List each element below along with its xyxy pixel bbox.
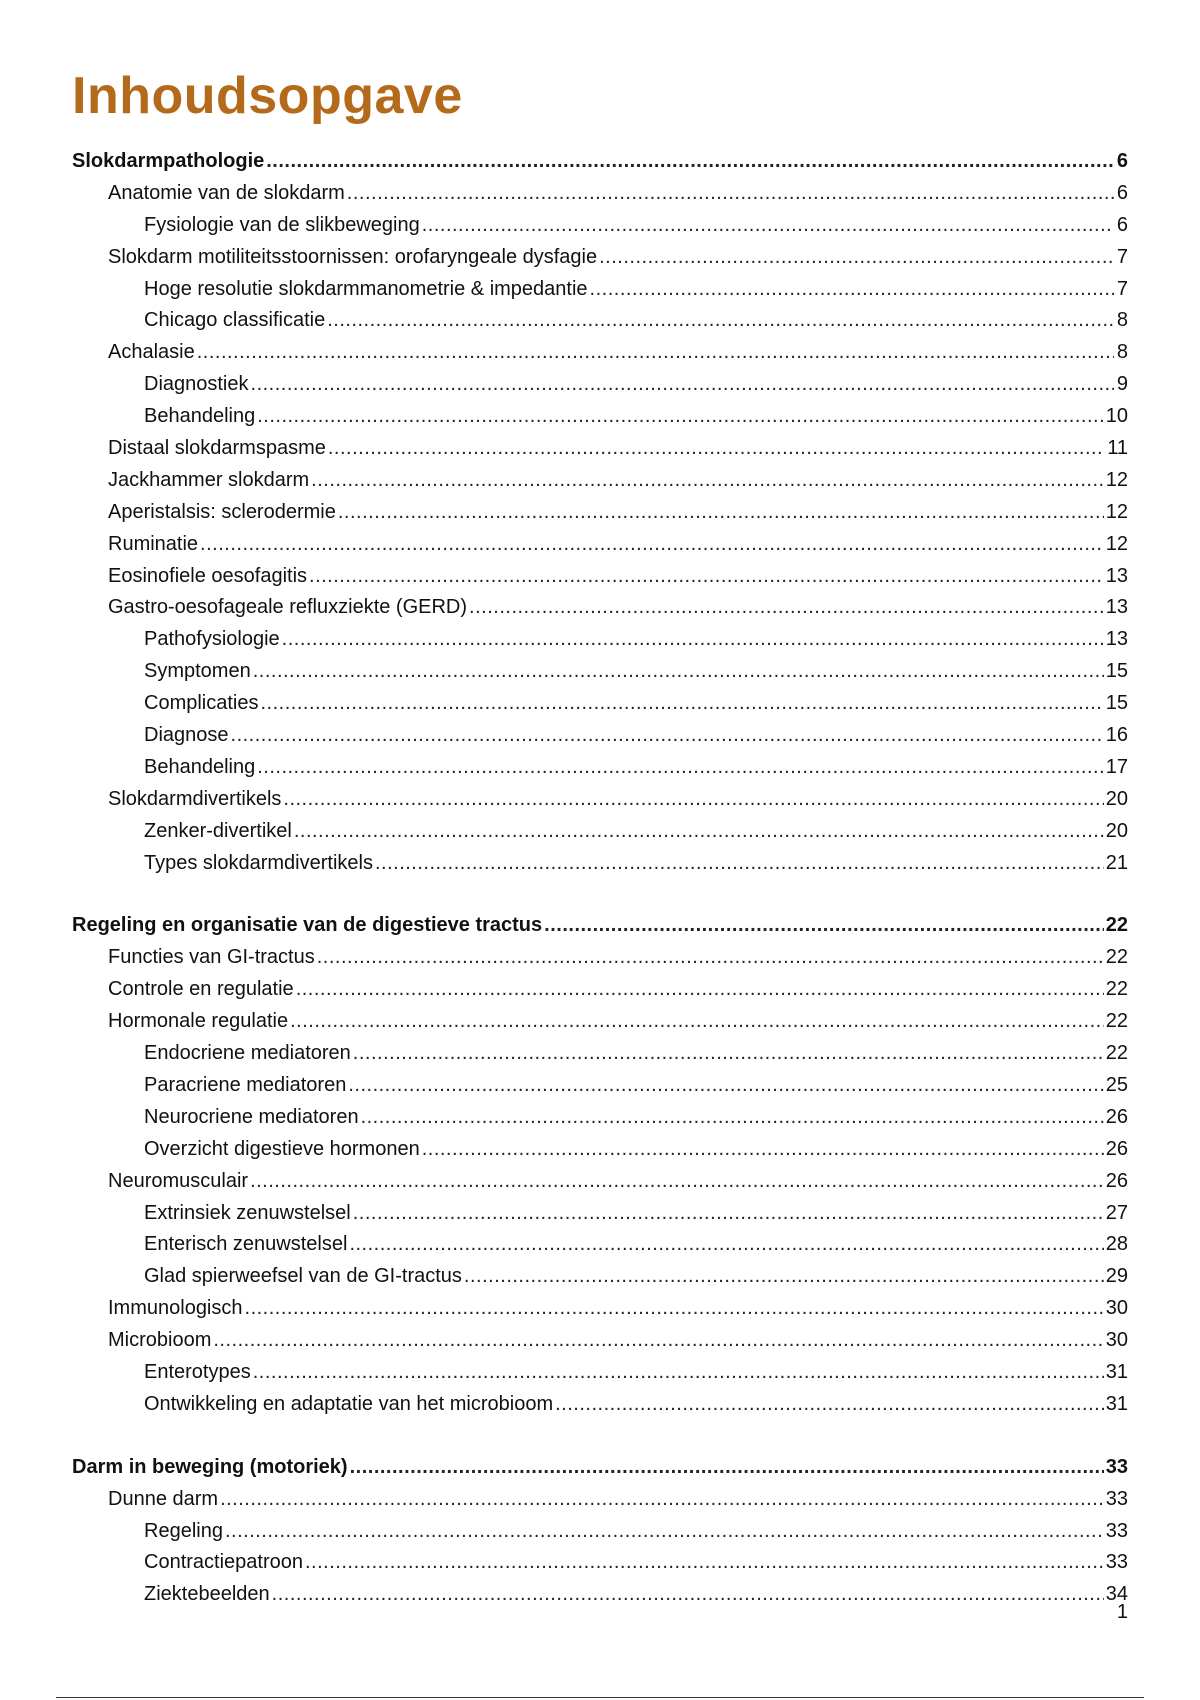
toc-entry[interactable] — [72, 1038, 1128, 1070]
dot-leader — [599, 242, 1114, 274]
toc-entry-label: Eosinofiele oesofagitis — [108, 564, 308, 587]
toc-entry-page-number: 30 — [1105, 1297, 1128, 1320]
toc-entry[interactable] — [72, 369, 1128, 401]
toc-entry-page-number: 7 — [1116, 245, 1128, 268]
toc-entry-label: Anatomie van de slokdarm — [108, 181, 345, 204]
toc-entry-label: Regeling — [144, 1519, 223, 1542]
toc-entry-page-number: 33 — [1105, 1551, 1128, 1574]
toc-entry[interactable] — [72, 1389, 1128, 1421]
dot-leader — [338, 497, 1104, 529]
dot-leader — [253, 656, 1104, 688]
toc-entry[interactable] — [72, 1134, 1128, 1166]
toc-entry-label: Glad spierweefsel van de GI-tractus — [144, 1265, 462, 1288]
toc-entry-page-number: 11 — [1107, 437, 1128, 460]
dot-leader — [353, 1198, 1104, 1230]
toc-entry-label: Enterisch zenuwstelsel — [144, 1233, 348, 1256]
toc-entry-label: Dunne darm — [108, 1487, 219, 1510]
toc-entry-label: Ziektebeelden — [144, 1583, 270, 1606]
toc-entry[interactable] — [72, 337, 1128, 369]
toc-entry[interactable] — [72, 848, 1128, 880]
toc-entry[interactable] — [72, 274, 1128, 306]
toc-entry[interactable] — [72, 1198, 1128, 1230]
dot-leader — [353, 1038, 1104, 1070]
toc-entry-page-number: 10 — [1105, 405, 1128, 428]
dot-leader — [422, 1134, 1104, 1166]
toc-entry-label: Contractiepatroon — [144, 1551, 303, 1574]
dot-leader — [555, 1389, 1104, 1421]
dot-leader — [544, 910, 1104, 942]
toc-entry-label: Slokdarm motiliteitsstoornissen: orofaryngeale dysfagie — [108, 245, 598, 268]
toc-entry[interactable] — [72, 1006, 1128, 1038]
toc-entry-page-number: 17 — [1105, 755, 1128, 778]
toc-entry[interactable] — [72, 1547, 1128, 1579]
toc-entry[interactable] — [72, 1325, 1128, 1357]
toc-entry[interactable] — [72, 1484, 1128, 1516]
dot-leader — [375, 848, 1104, 880]
dot-leader — [469, 592, 1104, 624]
toc-entry-label: Symptomen — [144, 660, 251, 683]
dot-leader — [272, 1579, 1104, 1611]
toc-entry[interactable] — [72, 497, 1128, 529]
dot-leader — [305, 1547, 1104, 1579]
dot-leader — [361, 1102, 1104, 1134]
toc-entry-page-number: 9 — [1116, 373, 1128, 396]
toc-entry[interactable] — [72, 401, 1128, 433]
dot-leader — [250, 1166, 1104, 1198]
toc-entry-page-number: 33 — [1105, 1455, 1128, 1478]
toc-entry-label: Slokdarmpathologie — [72, 150, 265, 172]
dot-leader — [282, 624, 1104, 656]
toc-entry-page-number: 26 — [1105, 1105, 1128, 1128]
toc-entry-label: Neurocriene mediatoren — [144, 1105, 359, 1128]
dot-leader — [257, 752, 1104, 784]
toc-entry-page-number: 25 — [1105, 1073, 1128, 1096]
toc-entry-page-number: 13 — [1105, 596, 1128, 619]
toc-entry-label: Functies van GI-tractus — [108, 946, 315, 969]
toc-entry[interactable] — [72, 1579, 1128, 1611]
toc-entry[interactable] — [72, 305, 1128, 337]
toc-entry-label: Overzicht digestieve hormonen — [144, 1137, 420, 1160]
toc-entry-label: Behandeling — [144, 755, 256, 778]
dot-leader — [348, 1070, 1103, 1102]
toc-entry-label: Types slokdarmdivertikels — [144, 851, 373, 874]
toc-entry-page-number: 12 — [1105, 500, 1128, 523]
toc-entry[interactable] — [72, 752, 1128, 784]
dot-leader — [590, 274, 1114, 306]
toc-entry-page-number: 20 — [1105, 787, 1128, 810]
toc-entry-page-number: 6 — [1116, 213, 1128, 236]
toc-entry[interactable] — [72, 433, 1128, 465]
toc-entry-label: Darm in beweging (motoriek) — [72, 1455, 348, 1478]
toc-entry[interactable] — [72, 529, 1128, 561]
dot-leader — [260, 688, 1103, 720]
toc-entry[interactable] — [72, 624, 1128, 656]
toc-entry-label: Complicaties — [144, 692, 259, 715]
toc-entry[interactable] — [72, 688, 1128, 720]
table-of-contents — [72, 146, 1128, 1611]
toc-section — [72, 1452, 1128, 1611]
toc-entry-page-number: 28 — [1105, 1233, 1128, 1256]
toc-entry-label: Aperistalsis: sclerodermie — [108, 500, 336, 523]
dot-leader — [349, 1229, 1103, 1261]
dot-leader — [245, 1293, 1104, 1325]
toc-entry-label: Neuromusculair — [108, 1169, 249, 1192]
dot-leader — [347, 178, 1114, 210]
toc-entry[interactable] — [72, 974, 1128, 1006]
toc-entry-page-number: 7 — [1116, 277, 1128, 300]
toc-entry-label: Zenker-divertikel — [144, 819, 292, 842]
toc-entry-label: Pathofysiologie — [144, 628, 280, 651]
toc-entry-page-number: 8 — [1116, 341, 1128, 364]
toc-entry-page-number: 21 — [1105, 851, 1128, 874]
dot-leader — [327, 305, 1114, 337]
dot-leader — [220, 1484, 1104, 1516]
toc-entry[interactable] — [72, 561, 1128, 593]
dot-leader — [231, 720, 1104, 752]
toc-entry-label: Endocriene mediatoren — [144, 1042, 351, 1065]
page-title: Inhoudsopgave — [72, 67, 463, 125]
toc-entry-page-number: 22 — [1105, 1042, 1128, 1065]
toc-entry-page-number: 27 — [1105, 1201, 1128, 1224]
toc-entry-page-number: 22 — [1105, 1010, 1128, 1033]
toc-entry[interactable] — [72, 720, 1128, 752]
toc-entry-page-number: 22 — [1105, 946, 1128, 969]
dot-leader — [422, 210, 1114, 242]
toc-entry[interactable] — [72, 1293, 1128, 1325]
dot-leader — [464, 1261, 1104, 1293]
dot-leader — [296, 974, 1104, 1006]
toc-section — [72, 146, 1128, 879]
toc-entry-label: Ontwikkeling en adaptatie van het microbioom — [144, 1392, 554, 1415]
toc-entry[interactable] — [72, 592, 1128, 624]
toc-entry-label: Controle en regulatie — [108, 978, 294, 1001]
dot-leader — [283, 784, 1103, 816]
dot-leader — [225, 1516, 1104, 1548]
dot-leader — [200, 529, 1104, 561]
toc-entry[interactable] — [72, 1166, 1128, 1198]
dot-leader — [253, 1357, 1104, 1389]
toc-entry-page-number: 31 — [1105, 1392, 1128, 1415]
toc-entry[interactable] — [72, 1070, 1128, 1102]
toc-entry-page-number: 22 — [1105, 914, 1128, 937]
toc-entry-label: Paracriene mediatoren — [144, 1073, 347, 1096]
toc-entry-label: Immunologisch — [108, 1297, 243, 1320]
toc-entry-page-number: 26 — [1105, 1169, 1128, 1192]
toc-entry-page-number: 30 — [1105, 1329, 1128, 1352]
toc-chapter-entry[interactable] — [72, 1452, 1128, 1484]
toc-entry-label: Gastro-oesofageale refluxziekte (GERD) — [108, 596, 468, 619]
toc-entry-label: Behandeling — [144, 405, 256, 428]
toc-entry-page-number: 29 — [1105, 1265, 1128, 1288]
dot-leader — [309, 561, 1104, 593]
toc-section — [72, 910, 1128, 1420]
toc-entry-label: Slokdarmdivertikels — [108, 787, 282, 810]
toc-entry-page-number: 12 — [1105, 468, 1128, 491]
dot-leader — [294, 816, 1104, 848]
toc-chapter-entry[interactable] — [72, 910, 1128, 942]
dot-leader — [251, 369, 1114, 401]
toc-entry[interactable] — [72, 210, 1128, 242]
toc-entry[interactable] — [72, 1102, 1128, 1134]
toc-entry[interactable] — [72, 242, 1128, 274]
toc-entry[interactable] — [72, 1229, 1128, 1261]
toc-entry-label: Hoge resolutie slokdarmmanometrie & impedantie — [144, 277, 588, 300]
toc-entry[interactable] — [72, 465, 1128, 497]
toc-entry-label: Diagnostiek — [144, 373, 249, 396]
toc-entry-label: Diagnose — [144, 724, 229, 747]
dot-leader — [350, 1452, 1104, 1484]
toc-chapter-entry[interactable] — [72, 146, 1128, 178]
toc-entry-page-number: 8 — [1116, 309, 1128, 332]
toc-entry-page-number: 33 — [1105, 1519, 1128, 1542]
dot-leader — [317, 942, 1104, 974]
toc-entry[interactable] — [72, 1516, 1128, 1548]
toc-entry-page-number: 26 — [1105, 1137, 1128, 1160]
toc-entry-label: Regeling en organisatie van de digestieve tractus — [72, 914, 543, 937]
toc-entry-label: Ruminatie — [108, 532, 199, 555]
toc-entry[interactable] — [72, 1357, 1128, 1389]
toc-entry-label: Fysiologie van de slikbeweging — [144, 213, 420, 236]
dot-leader — [257, 401, 1104, 433]
toc-entry-page-number: 33 — [1105, 1487, 1128, 1510]
toc-entry-page-number: 12 — [1105, 532, 1128, 555]
toc-entry-page-number: 6 — [1116, 181, 1128, 204]
toc-entry-page-number: 16 — [1105, 724, 1128, 747]
toc-entry-label: Chicago classificatie — [144, 309, 326, 332]
toc-entry-page-number: 6 — [1116, 150, 1128, 172]
toc-entry-page-number: 13 — [1105, 564, 1128, 587]
dot-leader — [213, 1325, 1103, 1357]
dot-leader — [266, 146, 1114, 178]
toc-entry-page-number: 34 — [1105, 1583, 1128, 1606]
toc-entry-page-number: 15 — [1105, 660, 1128, 683]
dot-leader — [197, 337, 1114, 369]
toc-entry-page-number: 22 — [1105, 978, 1128, 1001]
toc-entry-label: Jackhammer slokdarm — [108, 468, 310, 491]
dot-leader — [311, 465, 1104, 497]
toc-entry-page-number: 13 — [1105, 628, 1128, 651]
toc-entry-page-number: 31 — [1105, 1360, 1128, 1383]
dot-leader — [290, 1006, 1104, 1038]
toc-entry[interactable] — [72, 816, 1128, 848]
toc-entry[interactable] — [72, 656, 1128, 688]
toc-entry-label: Achalasie — [108, 341, 195, 364]
toc-entry-label: Distaal slokdarmspasme — [108, 437, 326, 460]
toc-entry-label: Microbioom — [108, 1329, 212, 1352]
toc-entry[interactable] — [72, 942, 1128, 974]
toc-entry-label: Hormonale regulatie — [108, 1010, 289, 1033]
toc-entry-page-number: 20 — [1105, 819, 1128, 842]
footer-divider — [56, 1697, 1144, 1698]
toc-entry-page-number: 15 — [1105, 692, 1128, 715]
toc-entry[interactable] — [72, 1261, 1128, 1293]
toc-entry-label: Enterotypes — [144, 1360, 251, 1383]
toc-entry[interactable] — [72, 784, 1128, 816]
toc-entry[interactable] — [72, 178, 1128, 210]
toc-entry-label: Extrinsiek zenuwstelsel — [144, 1201, 351, 1224]
page-number: 1 — [1116, 1601, 1128, 1623]
dot-leader — [328, 433, 1105, 465]
